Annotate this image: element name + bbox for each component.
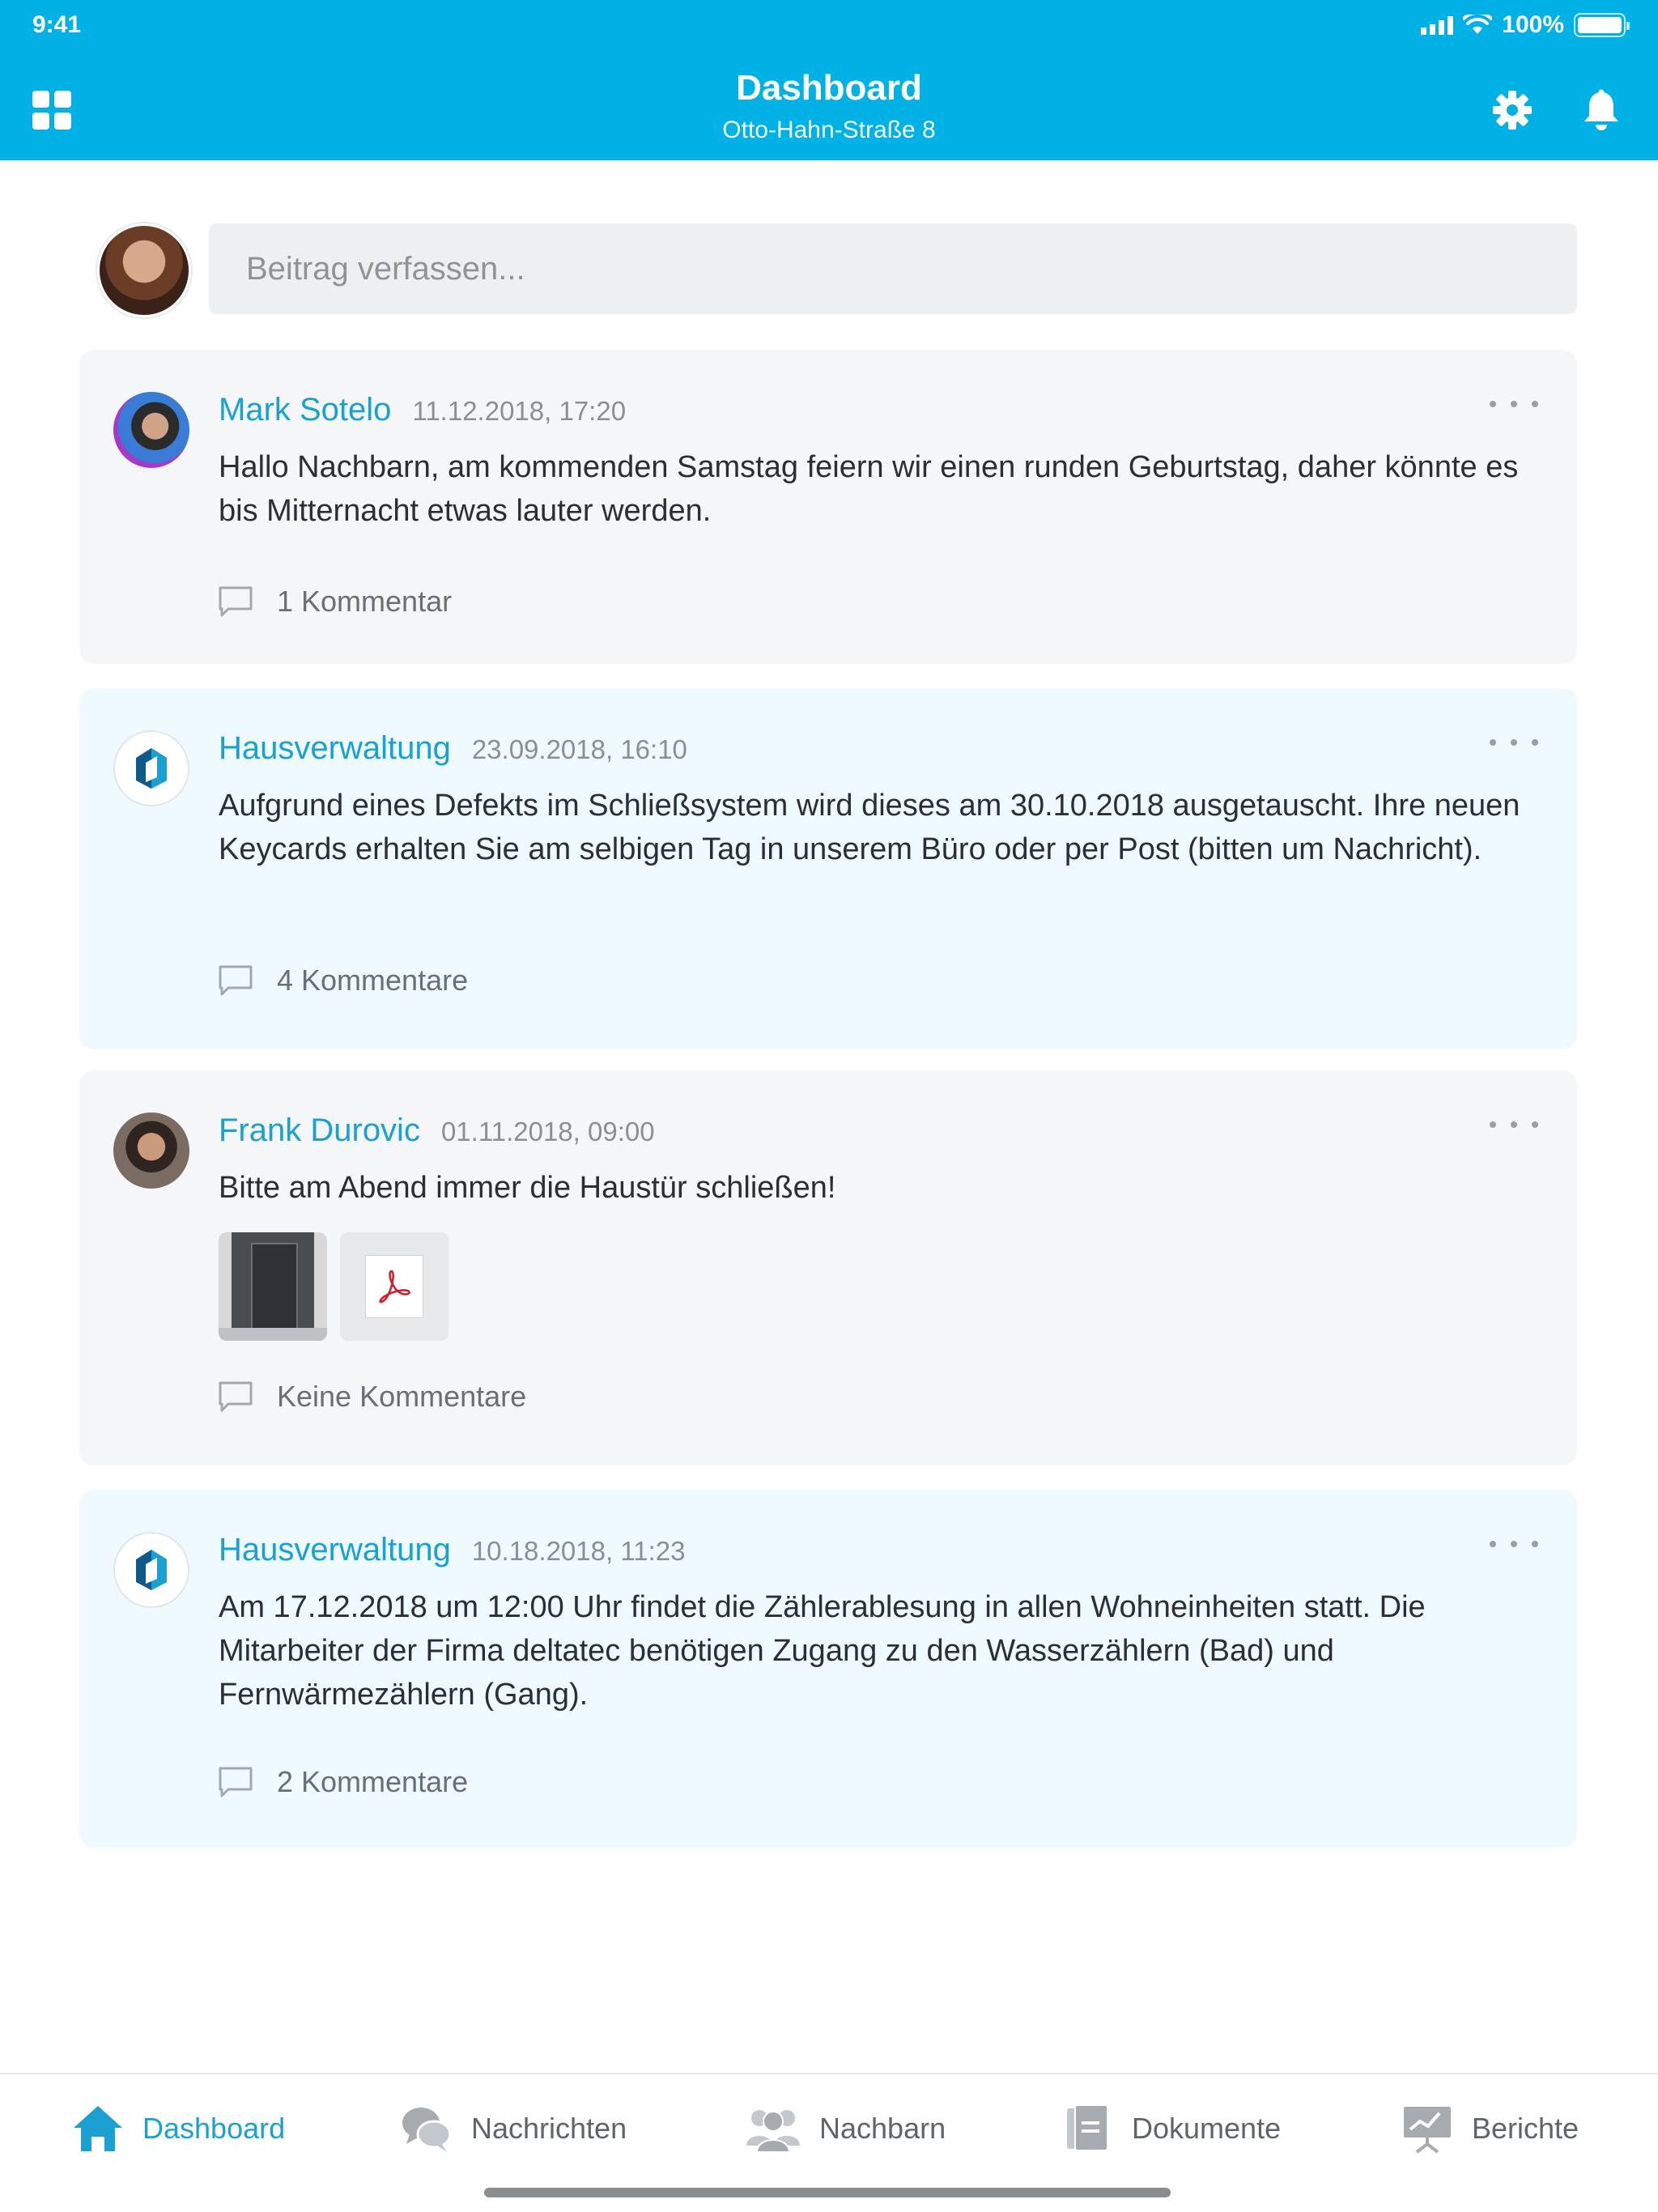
hausverwaltung-logo-icon	[131, 745, 172, 792]
settings-button[interactable]	[1490, 87, 1535, 133]
comments-link[interactable]	[217, 1765, 468, 1799]
tab-label: Berichte	[1472, 2112, 1579, 2145]
image-attachment[interactable]	[219, 1232, 327, 1341]
more-options-button[interactable]	[1490, 1532, 1538, 1556]
hausverwaltung-logo-icon	[131, 1546, 172, 1593]
battery-icon	[1574, 13, 1626, 37]
page-subtitle: Otto-Hahn-Straße 8	[722, 117, 936, 143]
status-indicators	[1421, 11, 1626, 39]
bell-icon	[1582, 89, 1621, 131]
post-text: Am 17.12.2018 um 12:00 Uhr findet die Zählerablesung in allen Wohneinheiten statt. Die Mitarbeiter der Firma deltatec benötigen Zugang zu den Wasserzählern (Bad) und Fernwärmezählern (Gang).	[219, 1590, 1426, 1712]
battery-percent: 100%	[1502, 11, 1564, 38]
more-options-button[interactable]	[1490, 730, 1538, 755]
more-options-button[interactable]	[1490, 1112, 1538, 1137]
comments-count: Keine Kommentare	[277, 1380, 527, 1413]
more-options-button[interactable]	[1490, 392, 1538, 416]
report-icon	[1401, 2104, 1454, 2154]
comments-count: 2 Kommentare	[277, 1765, 469, 1798]
avatar[interactable]	[113, 1532, 189, 1608]
tab-berichte[interactable]	[1401, 2100, 1579, 2157]
tab-dashboard[interactable]	[71, 2100, 285, 2157]
app-header	[0, 0, 1658, 160]
comments-count: 4 Kommentare	[277, 963, 469, 997]
post-date: 23.09.2018, 16:10	[471, 734, 687, 764]
post-card	[79, 688, 1577, 1049]
document-icon	[1064, 2104, 1114, 2154]
avatar[interactable]	[113, 730, 189, 806]
comments-link[interactable]	[217, 963, 468, 998]
compose-post-input[interactable]	[209, 223, 1577, 314]
pdf-icon	[376, 1268, 413, 1305]
post-text: Hallo Nachbarn, am kommenden Samstag feiern wir einen runden Geburtstag, daher könnte es bis Mitternacht etwas lauter werden.	[219, 450, 1519, 528]
tab-nachrichten[interactable]	[400, 2100, 627, 2157]
comment-icon	[217, 1380, 254, 1414]
notifications-button[interactable]	[1579, 87, 1624, 133]
comment-icon	[217, 963, 254, 998]
user-avatar[interactable]	[97, 223, 191, 317]
post-card	[79, 350, 1577, 664]
post-date: 10.18.2018, 11:23	[471, 1536, 686, 1566]
avatar[interactable]	[113, 392, 189, 468]
page-title: Dashboard	[736, 68, 922, 108]
comments-count: 1 Kommentar	[277, 585, 453, 618]
chat-icon	[400, 2104, 453, 2154]
people-icon	[745, 2104, 801, 2154]
status-bar	[0, 0, 1658, 52]
tab-nachbarn[interactable]	[745, 2100, 946, 2157]
comments-link[interactable]	[217, 1380, 526, 1414]
pdf-attachment[interactable]	[340, 1232, 449, 1341]
comment-icon	[217, 1765, 254, 1799]
post-author[interactable]: Frank Durovic	[219, 1112, 420, 1148]
home-icon	[71, 2104, 125, 2154]
post-author[interactable]: Hausverwaltung	[219, 730, 451, 766]
tab-label: Dokumente	[1132, 2112, 1282, 2145]
status-time: 9:41	[32, 11, 82, 38]
comments-link[interactable]	[217, 585, 452, 619]
tab-label: Nachrichten	[471, 2112, 627, 2145]
post-author[interactable]: Mark Sotelo	[219, 392, 392, 428]
post-header	[219, 730, 687, 767]
wifi-icon	[1463, 15, 1492, 36]
tab-label: Nachbarn	[819, 2112, 946, 2145]
post-header	[219, 392, 626, 428]
post-date: 01.11.2018, 09:00	[440, 1117, 655, 1146]
signal-icon	[1421, 15, 1453, 35]
gear-icon	[1491, 89, 1533, 131]
post-date: 11.12.2018, 17:20	[412, 396, 627, 426]
tab-dokumente[interactable]	[1064, 2100, 1281, 2157]
post-text: Aufgrund eines Defekts im Schließsystem wird dieses am 30.10.2018 ausgetauscht. Ihre neuen Keycards erhalten Sie am selbigen Tag in unserem Büro oder per Post (bitten um Nachricht).	[219, 789, 1520, 866]
post-author[interactable]: Hausverwaltung	[219, 1532, 451, 1568]
post-header	[219, 1112, 655, 1149]
post-card	[79, 1490, 1577, 1848]
post-card	[79, 1070, 1577, 1465]
attachments	[219, 1232, 449, 1341]
tab-label: Dashboard	[142, 2112, 286, 2145]
avatar[interactable]	[113, 1112, 189, 1189]
post-text: Bitte am Abend immer die Haustür schließen!	[219, 1171, 836, 1205]
home-indicator[interactable]	[484, 2188, 1171, 2197]
comment-icon	[217, 585, 254, 619]
post-header	[219, 1532, 685, 1568]
